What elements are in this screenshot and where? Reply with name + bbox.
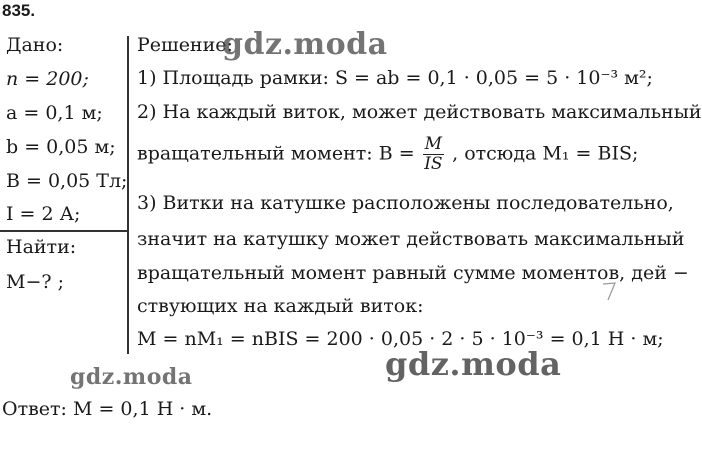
- solution-line: значит на катушку может действовать максимальный: [137, 228, 685, 250]
- solution-line: M = nM₁ = nBIS = 200 · 0,05 · 2 · 5 · 10⁻³ = 0,1 Н · м;: [137, 328, 664, 350]
- column-divider: [127, 36, 129, 354]
- watermark: gdz.moda: [70, 364, 193, 390]
- given-item: n = 200;: [6, 68, 89, 90]
- solution-line: [137, 135, 638, 173]
- solution-title: Решение:: [137, 34, 233, 56]
- solution-line: ствующих на каждый виток:: [137, 295, 424, 317]
- answer-text: Ответ: M = 0,1 Н · м.: [2, 398, 213, 420]
- solution-line: вращательный момент равный сумме моментов, дей −: [137, 262, 689, 284]
- given-item: a = 0,1 м;: [6, 102, 103, 124]
- formula-text: , отсюда M₁ = BIS;: [452, 142, 639, 165]
- given-title: Дано:: [6, 34, 64, 56]
- find-title: Найти:: [6, 236, 77, 258]
- solution-line: 3) Витки на катушке расположены последовательно,: [137, 192, 674, 214]
- find-item: M−? ;: [6, 271, 65, 293]
- watermark: gdz.moda: [222, 27, 388, 62]
- fraction: [423, 135, 444, 173]
- given-item: I = 2 А;: [6, 203, 81, 225]
- given-item: b = 0,05 м;: [6, 136, 116, 158]
- watermark: gdz.moda: [385, 345, 562, 383]
- solution-line: 1) Площадь рамки: S = ab = 0,1 · 0,05 = 5 · 10⁻³ м²;: [137, 67, 653, 89]
- fraction-denominator: IS: [424, 153, 443, 174]
- given-item: B = 0,05 Тл;: [6, 170, 128, 192]
- fraction-numerator: M: [424, 134, 443, 154]
- formula-text: вращательный момент: B =: [137, 142, 415, 165]
- solution-line: 2) На каждый виток, может действовать максимальный: [137, 101, 702, 123]
- pencil-mark-icon: [600, 280, 620, 304]
- problem-number: 835.: [2, 1, 36, 20]
- given-find-divider: [0, 230, 128, 232]
